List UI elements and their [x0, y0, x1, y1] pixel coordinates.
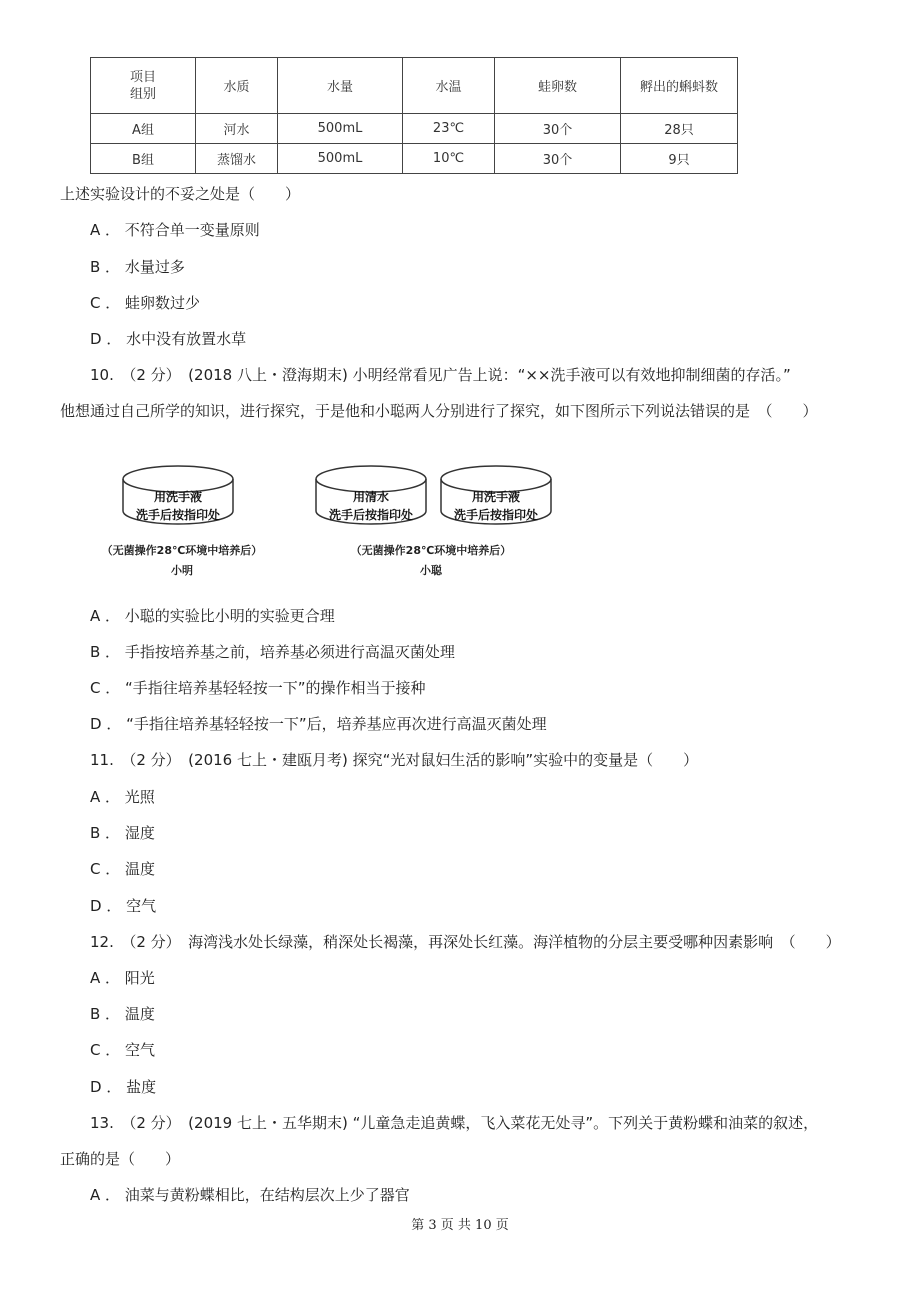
- caption-condition: （无菌操作28℃环境中培养后）: [350, 544, 512, 557]
- table-cell: 30个: [495, 144, 621, 174]
- table-cell: B组: [91, 144, 196, 174]
- table-row: [91, 144, 738, 174]
- option-c[interactable]: C ． 空气: [90, 1041, 156, 1059]
- option-c[interactable]: C ． 温度: [90, 860, 156, 878]
- table-cell: 河水: [196, 114, 278, 144]
- option-a[interactable]: A ． 不符合单一变量原则: [90, 221, 260, 239]
- column-header: 蛙卵数: [495, 58, 621, 114]
- question-13-stem: 13. （2 分） (2019 七上・五华期末) “儿童急走追黄蝶，飞入菜花无处寻”。下列关于黄粉蝶和油菜的叙述，: [90, 1114, 819, 1132]
- dish-label-line2: 洗手后按指印处: [328, 508, 414, 522]
- option-d[interactable]: D ． 盐度: [90, 1078, 157, 1096]
- corner-top-label: 项目: [129, 69, 156, 85]
- column-header: 水量: [278, 58, 403, 114]
- question-13-stem-cont: 正确的是（ ）: [60, 1150, 181, 1168]
- table-cell: 9只: [621, 144, 738, 174]
- option-c[interactable]: C ． 蛙卵数过少: [90, 294, 201, 312]
- petri-dish-xiaocong-water: [313, 463, 429, 531]
- caption-name: 小聪: [420, 564, 442, 577]
- option-a[interactable]: A ． 小聪的实验比小明的实验更合理: [90, 607, 335, 625]
- petri-dish-xiaoming: [120, 463, 236, 531]
- table-cell: 10℃: [403, 144, 495, 174]
- option-b[interactable]: B ． 水量过多: [90, 258, 185, 276]
- petri-dish-xiaocong-soap: [438, 463, 554, 531]
- dish-label-line1: 用洗手液: [153, 490, 203, 504]
- column-header: 孵出的蝌蚪数: [621, 58, 738, 114]
- dish-label-line1: 用洗手液: [471, 490, 521, 504]
- option-a[interactable]: A ． 光照: [90, 788, 155, 806]
- dish-label-line2: 洗手后按指印处: [135, 508, 221, 522]
- figure-caption-xiaoming: [92, 541, 272, 581]
- question-11-stem: 11. （2 分） (2016 七上・建瓯月考) 探究“光对鼠妇生活的影响”实验中的变量是（ ）: [90, 751, 699, 769]
- option-d[interactable]: D ． 水中没有放置水草: [90, 330, 247, 348]
- option-b[interactable]: B ． 温度: [90, 1005, 155, 1023]
- table-corner-cell: [91, 58, 196, 114]
- option-d[interactable]: D ． 空气: [90, 897, 157, 915]
- table-cell: 30个: [495, 114, 621, 144]
- table-cell: 500mL: [278, 114, 403, 144]
- option-b[interactable]: B ． 手指按培养基之前，培养基必须进行高温灭菌处理: [90, 643, 455, 661]
- figure-caption-xiaocong: [331, 541, 531, 581]
- option-d[interactable]: D ． “手指往培养基轻轻按一下”后，培养基应再次进行高温灭菌处理: [90, 715, 547, 733]
- question-10-stem-cont: 他想通过自己所学的知识，进行探究，于是他和小聪两人分别进行了探究，如下图所示下列说法错误的是 （ ）: [60, 402, 818, 420]
- corner-bottom-label: 组别: [129, 86, 156, 102]
- column-header: 水质: [196, 58, 278, 114]
- dish-label-line2: 洗手后按指印处: [453, 508, 539, 522]
- dish-label-line1: 用清水: [352, 490, 390, 504]
- table-row: [91, 114, 738, 144]
- table-cell: 蒸馏水: [196, 144, 278, 174]
- option-a[interactable]: A ． 阳光: [90, 969, 155, 987]
- question-10-stem: 10. （2 分） (2018 八上・澄海期末) 小明经常看见广告上说：“××洗手液可以有效地抑制细菌的存活。”: [90, 366, 791, 384]
- option-c[interactable]: C ． “手指往培养基轻轻按一下”的操作相当于接种: [90, 679, 426, 697]
- caption-condition: （无菌操作28℃环境中培养后）: [101, 544, 263, 557]
- option-b[interactable]: B ． 湿度: [90, 824, 155, 842]
- option-a[interactable]: A ． 油菜与黄粉蝶相比，在结构层次上少了器官: [90, 1186, 410, 1204]
- table-cell: 28只: [621, 114, 738, 144]
- column-header: 水温: [403, 58, 495, 114]
- table-header-row: [91, 58, 738, 114]
- question-12-stem: 12. （2 分） 海湾浅水处长绿藻，稍深处长褐藻，再深处长红藻。海洋植物的分层主要受哪种因素影响 （ ）: [90, 933, 841, 951]
- question-9-stem: 上述实验设计的不妥之处是（ ）: [60, 185, 301, 203]
- page-footer: 第 3 页 共 10 页: [411, 1218, 509, 1233]
- table-cell: A组: [91, 114, 196, 144]
- table-cell: 500mL: [278, 144, 403, 174]
- caption-name: 小明: [171, 564, 193, 577]
- table-cell: 23℃: [403, 114, 495, 144]
- experiment-table: [90, 57, 738, 174]
